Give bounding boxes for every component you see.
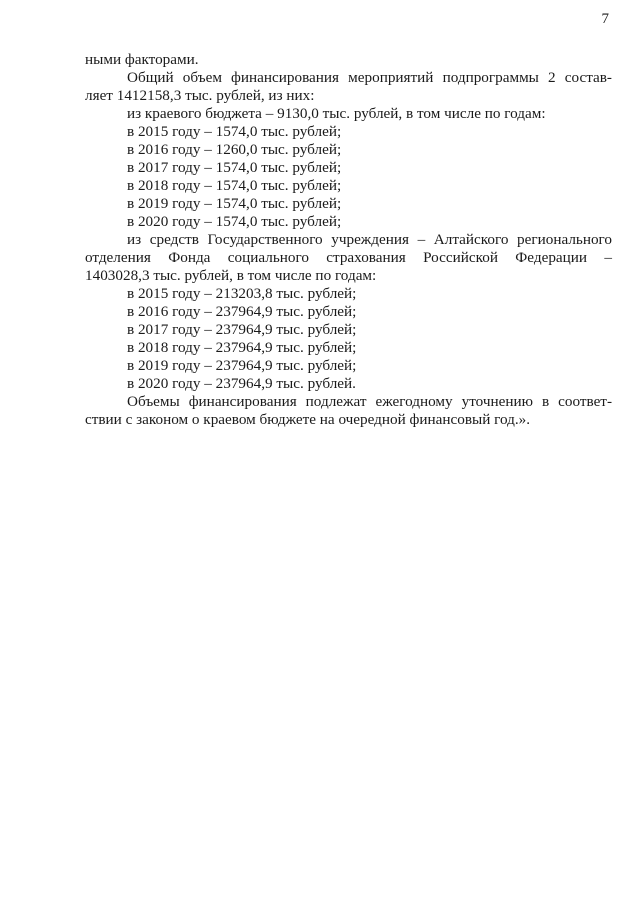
regional-budget-year-2017: в 2017 году – 1574,0 тыс. рублей; bbox=[127, 159, 342, 176]
closing-paragraph-line-2: ствии с законом о краевом бюджете на очередной финансовый год.». bbox=[85, 411, 531, 428]
page-number: 7 bbox=[601, 11, 609, 27]
regional-budget-line: из краевого бюджета – 9130,0 тыс. рублей, в том числе по годам: bbox=[127, 105, 546, 122]
paragraph-total-financing-line-2: ляет 1412158,3 тыс. рублей, из них: bbox=[85, 87, 315, 104]
fund-year-2015: в 2015 году – 213203,8 тыс. рублей; bbox=[127, 285, 357, 302]
fund-year-2020: в 2020 году – 237964,9 тыс. рублей. bbox=[127, 375, 356, 392]
regional-budget-year-2018: в 2018 году – 1574,0 тыс. рублей; bbox=[127, 177, 342, 194]
fund-source-line-1: из средств Государственного учреждения – Алтайского регионального bbox=[127, 231, 612, 248]
text-line: ными факторами. bbox=[85, 51, 199, 68]
regional-budget-year-2015: в 2015 году – 1574,0 тыс. рублей; bbox=[127, 123, 342, 140]
closing-paragraph-line-1: Объемы финансирования подлежат ежегодному уточнению в соответ- bbox=[127, 393, 612, 410]
fund-source-line-3: 1403028,3 тыс. рублей, в том числе по годам: bbox=[85, 267, 377, 284]
fund-year-2018: в 2018 году – 237964,9 тыс. рублей; bbox=[127, 339, 357, 356]
regional-budget-year-2016: в 2016 году – 1260,0 тыс. рублей; bbox=[127, 141, 342, 158]
fund-year-2017: в 2017 году – 237964,9 тыс. рублей; bbox=[127, 321, 357, 338]
document-body bbox=[85, 51, 612, 429]
regional-budget-year-2020: в 2020 году – 1574,0 тыс. рублей; bbox=[127, 213, 342, 230]
fund-year-2016: в 2016 году – 237964,9 тыс. рублей; bbox=[127, 303, 357, 320]
paragraph-total-financing-line-1: Общий объем финансирования мероприятий подпрограммы 2 состав- bbox=[127, 69, 612, 86]
regional-budget-year-2019: в 2019 году – 1574,0 тыс. рублей; bbox=[127, 195, 342, 212]
fund-year-2019: в 2019 году – 237964,9 тыс. рублей; bbox=[127, 357, 357, 374]
fund-source-line-2: отделения Фонда социального страхования Российской Федерации – bbox=[85, 249, 612, 266]
